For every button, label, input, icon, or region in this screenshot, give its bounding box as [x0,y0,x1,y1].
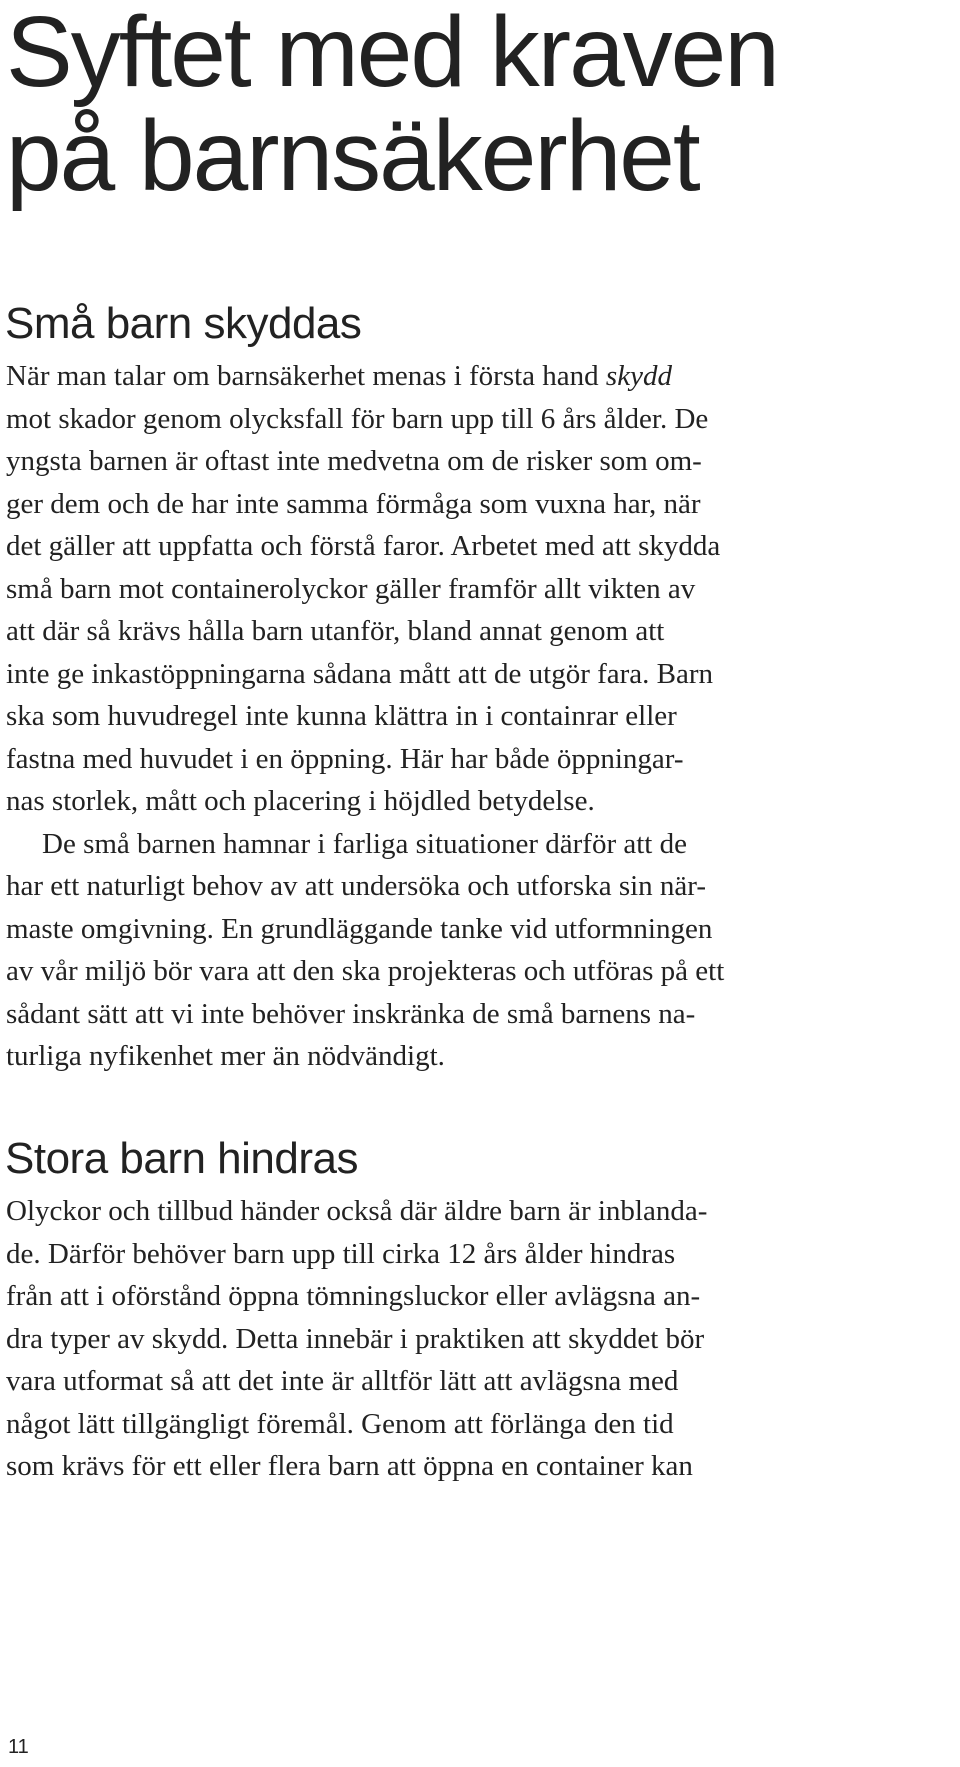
text-line-indented: De små barnen hamnar i farliga situationer därför att de [42,827,687,860]
text-line: yngsta barnen är oftast inte medvetna om de risker som om- [6,445,702,477]
text-line: har ett naturligt behov av att undersöka och utforska sin när- [6,870,707,902]
text-line: Olyckor och tillbud händer också där äldre barn är inblanda- [6,1195,708,1227]
text-line [6,355,952,398]
text-line: från att i oförstånd öppna tömningsluckor eller avlägsna an- [6,1280,701,1312]
text-line: turliga nyfikenhet mer än nödvändigt. [6,1040,445,1072]
page-title-line-2: på barnsäkerhet [6,100,699,212]
page-title-line-1: Syftet med kraven [6,0,778,108]
section-heading-big-children: Stora barn hindras [5,1134,358,1183]
section-body-big-children [6,1190,952,1488]
section-body-small-children [6,355,952,1078]
text-line: sådant sätt att vi inte behöver inskränka de små barnens na- [6,997,696,1030]
text-line: av vår miljö bör vara att den ska projekteras och utföras på ett [6,955,725,987]
text-line: inte ge inkastöppningarna sådana mått att de utgör fara. Barn [6,657,714,690]
section-heading-small-children: Små barn skyddas [5,299,362,348]
text-line: att där så krävs hålla barn utanför, bland annat genom att [6,615,665,647]
text-line: vara utformat så att det inte är alltför lätt att avlägsna med [6,1365,679,1397]
text-line: fastna med huvudet i en öppning. Här har både öppningar- [6,742,684,775]
page-title [6,0,956,212]
italic-term: skydd [605,360,672,392]
text-line: ger dem och de har inte samma förmåga som vuxna har, när [6,487,701,520]
text-line-content: När man talar om barnsäkerhet menas i första hand [6,360,606,392]
text-line: det gäller att uppfatta och förstå faror. Arbetet med att skydda [6,530,721,562]
text-line: som krävs för ett eller flera barn att öppna en container kan [6,1450,693,1482]
text-line: maste omgivning. En grundläggande tanke vid utformningen [6,912,713,945]
text-line: mot skador genom olycksfall för barn upp till 6 års ålder. De [6,402,709,435]
text-line: små barn mot containerolyckor gäller framför allt vikten av [6,572,696,605]
text-line: ska som huvudregel inte kunna klättra in i containrar eller [6,700,677,732]
page-number: 11 [8,1736,29,1758]
text-line: nas storlek, mått och placering i höjdled betydelse. [6,785,595,817]
text-line: dra typer av skydd. Detta innebär i praktiken att skyddet bör [6,1322,705,1355]
text-line: de. Därför behöver barn upp till cirka 12 års ålder hindras [6,1237,676,1270]
text-line: något lätt tillgängligt föremål. Genom att förlänga den tid [6,1407,674,1440]
